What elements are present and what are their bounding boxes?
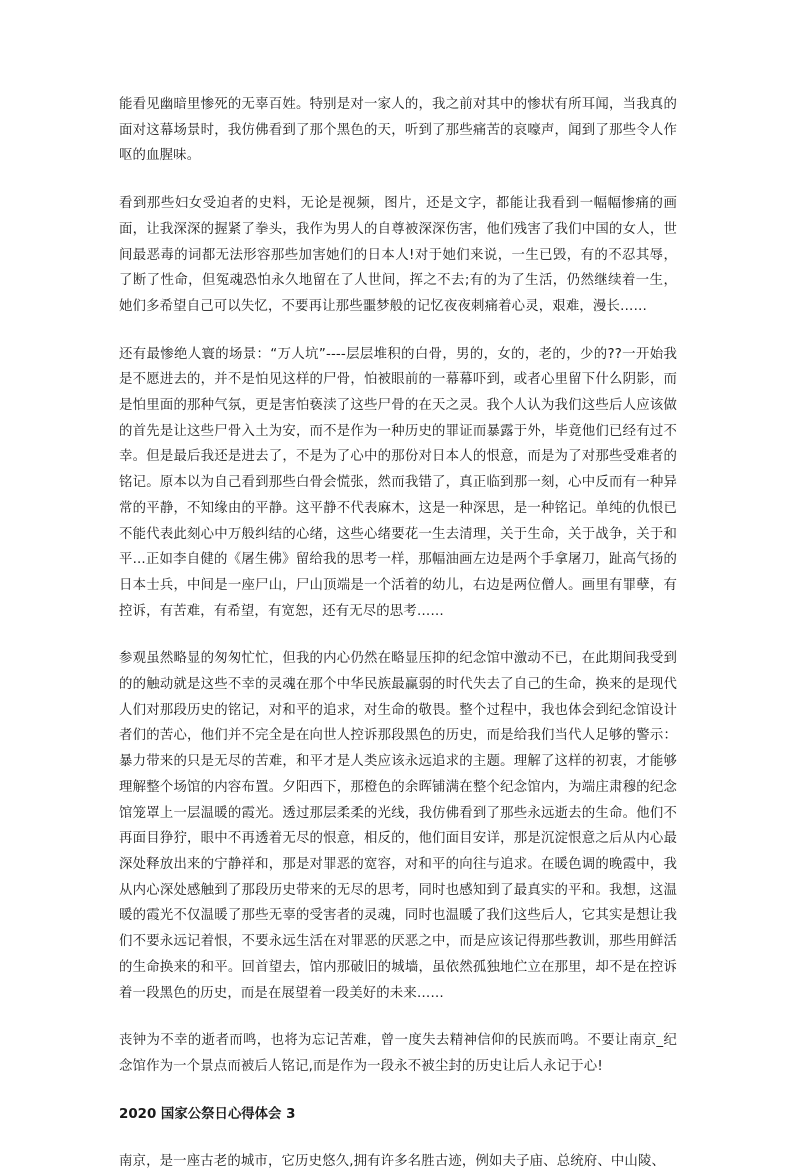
paragraph-5: 丧钟为不幸的逝者而鸣，也将为忘记苦难，曾一度失去精神信仰的民族而鸣。不要让南京_纪念馆作为一个景点而被后人铭记,而是作为一段永不被尘封的历史让后人永记于心!: [119, 1033, 677, 1074]
paragraph-gap: [119, 1127, 677, 1149]
section-heading: 2020 国家公祭日心得体会 3: [119, 1106, 296, 1122]
paragraph-gap: [119, 1080, 677, 1102]
paragraph-2: 看到那些妇女受迫者的史料，无论是视频，图片，还是文字，都能让我看到一幅幅惨痛的画面，让我深深的握紧了拳头，我作为男人的自尊被深深伤害，他们残害了我们中国的女人，世间最恶毒的词都无法形容那些加害她们的日本人!对于她们来说，一生已毁，有的不忍其辱，了断了性命，但冤魂恐怕永久地留在了人世间，挥之不去;有的为了生活，仍然继续着一生，她们多希望自己可以失忆，不要再让那些噩梦般的记忆夜夜刺痛着心灵，艰难，漫长……: [119, 196, 677, 314]
paragraph-1: 能看见幽暗里惨死的无辜百姓。特别是对一家人的，我之前对其中的惨状有所耳闻，当我真的面对这幕场景时，我仿佛看到了那个黑色的天，听到了那些痛苦的哀嚎声，闻到了那些令人作呕的血腥味。: [119, 97, 677, 164]
paragraph-3: 还有最惨绝人寰的场景：“万人坑”----层层堆积的白骨，男的，女的，老的，少的??一开始我是不愿进去的，并不是怕见这样的尸骨，怕被眼前的一幕幕吓到，或者心里留下什么阴影，而是怕里面的那种气氛，更是害怕亵渎了这些尸骨的在天之灵。我个人认为我们这些后人应该做的首先是让这些尸骨入土为安，而不是作为一种历史的罪证而暴露于外，毕竟他们已经有过不幸。但是最后我还是进去了，不是为了心中的那份对日本人的恨意，而是为了对那些受难者的铭记。原本以为自己看到那些白骨会慌张，然而我错了，真正临到那一刻，心中反而有一种异常的平静，不知缘由的平静。这平静不代表麻木，这是一种深思，是一种铭记。单纯的仇恨已不能代表此刻心中万般纠结的心绪，这些心绪要花一生去清理，关于生命，关于战争，关于和平...正如李自健的《屠生佛》留给我的思考一样，那幅油画左边是两个手拿屠刀，趾高气扬的日本士兵，中间是一座尸山，尸山顶端是一个活着的幼儿，右边是两位僧人。画里有罪孽，有控诉，有苦难，有希望，有宽恕，还有无尽的思考……: [119, 346, 677, 619]
paragraph-4: 参观虽然略显的匆匆忙忙，但我的内心仍然在略显压抑的纪念馆中激动不已，在此期间我受到的的触动就是这些不幸的灵魂在那个中华民族最赢弱的时代失去了自己的生命，换来的是现代人们对那段历史的铭记，对和平的追求，对生命的敬畏。整个过程中，我也体会到纪念馆设计者们的苦心，他们并不完全是在向世人控诉那段黑色的历史，而是给我们当代人足够的警示：暴力带来的只是无尽的苦难，和平才是人类应该永远追求的主题。理解了这样的初衷，才能够理解整个场馆的内容布置。夕阳西下，那橙色的余晖铺满在整个纪念馆内，为端庄肃穆的纪念馆笼罩上一层温暖的霞光。透过那层柔柔的光线，我仿佛看到了那些永远逝去的生命。他们不再面目狰狞，眼中不再透着无尽的恨意，相反的，他们面目安详，那是沉淀恨意之后从内心最深处释放出来的宁静祥和，那是对罪恶的宽容，对和平的向往与追求。在暖色调的晚霞中，我从内心深处感触到了那段历史带来的无尽的思考，同时也感知到了最真实的平和。我想，这温暖的霞光不仅温暖了那些无辜的受害者的灵魂，同时也温暖了我们这些后人，它其实是想让我们不要永远记着恨，不要永远生活在对罪恶的厌恶之中，而是应该记得那些教训，那些用鲜活的生命换来的和平。回首望去，馆内那破旧的城墙，虽依然孤独地伫立在那里，却不是在控诉着一段黑色的历史，而是在展望着一段美好的未来……: [119, 651, 677, 1001]
paragraph-gap: [119, 624, 677, 646]
document-page: [119, 92, 677, 1175]
paragraph-gap: [119, 169, 677, 191]
paragraph-6: 南京，是一座古老的城市，它历史悠久,拥有许多名胜古迹，例如夫子庙、总统府、中山陵、: [119, 1154, 666, 1170]
paragraph-gap: [119, 1006, 677, 1028]
paragraph-gap: [119, 320, 677, 342]
